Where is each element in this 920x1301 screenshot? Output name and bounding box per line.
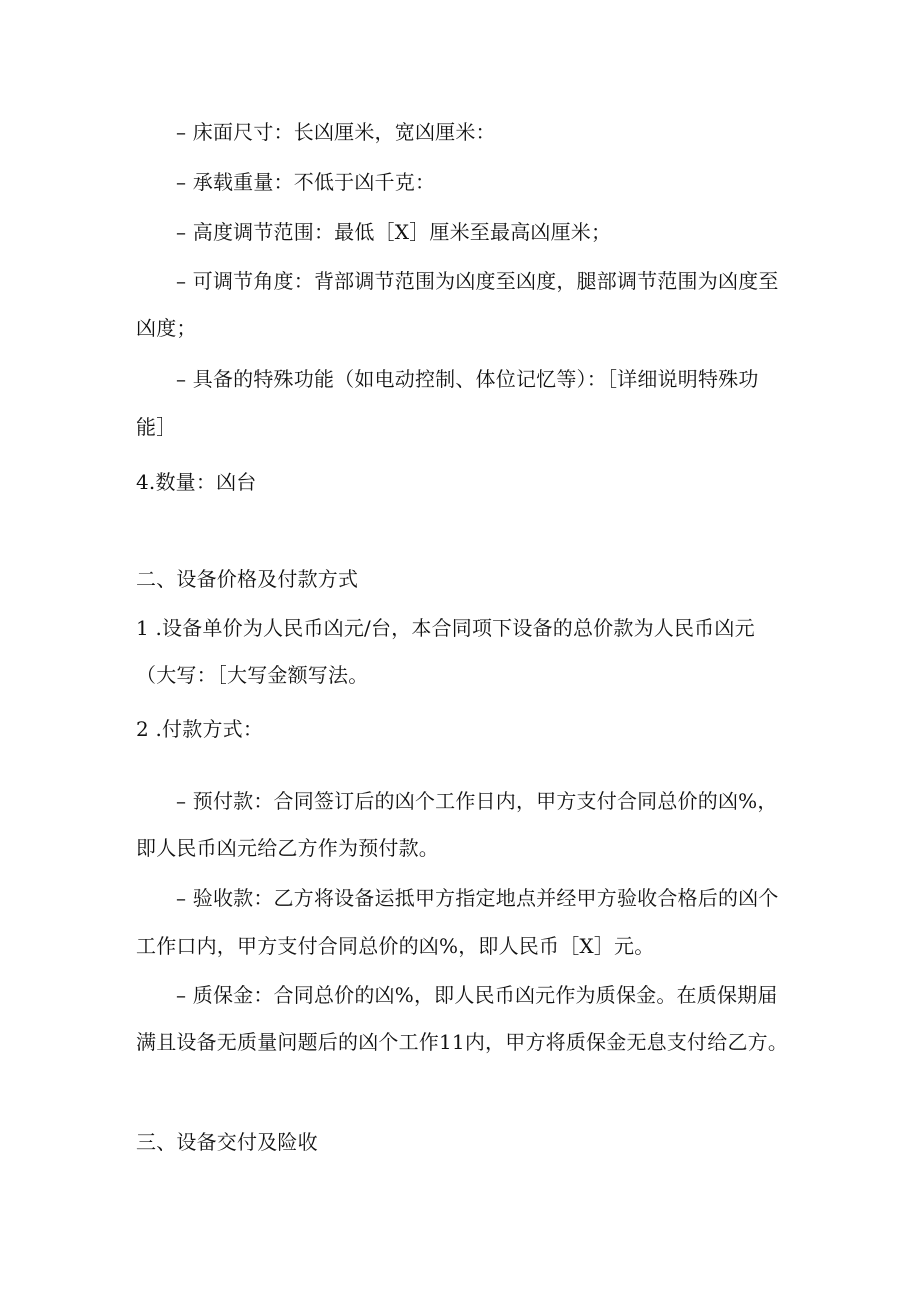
price-item-1-line-2: （大写：［大写金额写法。	[136, 663, 369, 687]
section-2-heading: 二、设备价格及付款方式	[136, 567, 359, 591]
spec-height-range: – 高度调节范围：最低［X］厘米至最高凶厘米；	[176, 220, 612, 244]
prepayment-line-2: 即人民币凶元给乙方作为预付款。	[136, 836, 439, 860]
spec-bed-size: – 床面尺寸：长凶厘米，宽凶厘米：	[176, 120, 496, 144]
warranty-deposit-line-1: – 质保金：合同总价的凶%，即人民币凶元作为质保金。在质保期届	[176, 983, 778, 1007]
warranty-deposit-line-2: 满且设备无质量问题后的凶个工作11内，甲方将质保金无息支付给乙方。	[136, 1030, 789, 1054]
payment-method-item: 2 .付款方式：	[136, 717, 264, 741]
spec-special-line-2: 能］	[136, 415, 177, 439]
section-3-heading: 三、设备交付及险收	[136, 1130, 318, 1154]
prepayment-line-1: – 预付款：合同签订后的凶个工作日内，甲方支付合同总价的凶%，	[176, 789, 778, 813]
acceptance-payment-line-2: 工作口内，甲方支付合同总价的凶%，即人民币［X］元。	[136, 934, 655, 958]
spec-angle-line-1: – 可调节角度：背部调节范围为凶度至凶度，腿部调节范围为凶度至	[176, 269, 779, 293]
price-item-1-line-1: 1 .设备单价为人民币凶元/台，本合同项下设备的总价款为人民币凶元	[136, 616, 755, 640]
spec-angle-line-2: 凶度；	[136, 316, 197, 340]
spec-quantity: 4.数量：凶台	[136, 470, 257, 494]
spec-special-line-1: – 具备的特殊功能（如电动控制、体位记忆等）：［详细说明特殊功	[176, 367, 759, 391]
spec-load-capacity: – 承载重量：不低于凶千克：	[176, 170, 436, 194]
acceptance-payment-line-1: – 验收款：乙方将设备运抵甲方指定地点并经甲方验收合格后的凶个	[176, 886, 779, 910]
